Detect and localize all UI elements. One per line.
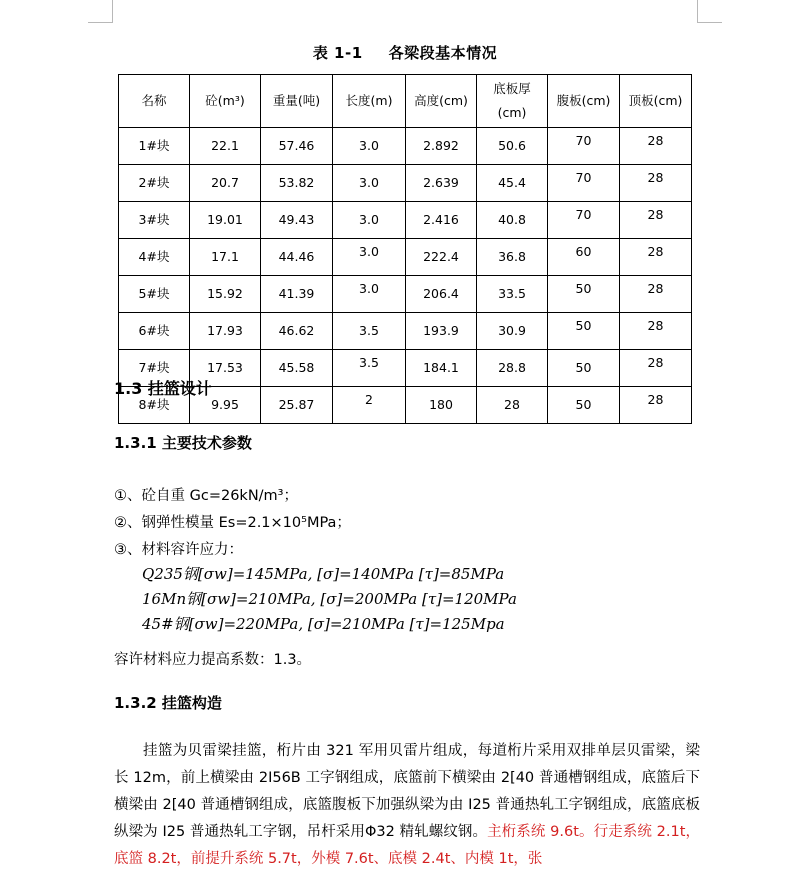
table-row (119, 239, 692, 276)
cell: 3.0 (333, 165, 406, 202)
cell: 3.0 (333, 276, 406, 313)
cell: 206.4 (406, 276, 477, 313)
cell: 4#块 (119, 239, 190, 276)
cell: 50 (548, 350, 620, 387)
paragraph-highlight-text: 主桁系统 9.6t。行走系统 2.1t，底篮 8.2t，前提升系统 5.7t，外模 7.6t、底模 2.4t、内模 1t，张 (114, 824, 700, 867)
cell: 28 (477, 387, 548, 424)
col-header-height: 高度(cm) (406, 75, 477, 128)
col-header-web: 腹板(cm) (548, 75, 620, 128)
cell: 40.8 (477, 202, 548, 239)
cell: 22.1 (190, 128, 261, 165)
cell: 28 (620, 313, 692, 350)
table-row (119, 202, 692, 239)
param-allowable-stress: ③、材料容许应力： (114, 542, 243, 558)
cell: 41.39 (261, 276, 333, 313)
col-header-name: 名称 (119, 75, 190, 128)
corner-mark-left-v (112, 0, 113, 22)
cell: 44.46 (261, 239, 333, 276)
corner-mark-right-v (697, 0, 698, 22)
cell: 2.892 (406, 128, 477, 165)
param-elastic-modulus: ②、钢弹性模量 Es=2.1×10⁵MPa； (114, 515, 351, 531)
cell: 8#块 (119, 387, 190, 424)
cell: 60 (548, 239, 620, 276)
cell: 2 (333, 387, 406, 424)
col-header-top-slab: 顶板(cm) (620, 75, 692, 128)
cell: 28 (620, 128, 692, 165)
col-header-length: 长度(m) (333, 75, 406, 128)
cell: 50.6 (477, 128, 548, 165)
cell: 3.0 (333, 202, 406, 239)
cell: 2.416 (406, 202, 477, 239)
cell: 25.87 (261, 387, 333, 424)
cell: 28.8 (477, 350, 548, 387)
stress-coefficient: 容许材料应力提高系数：1.3。 (114, 652, 312, 668)
table-caption (0, 42, 794, 63)
paragraph-text: 挂篮为贝雷梁挂篮，桁片由 321 军用贝雷片组成，每道桁片采用双排单层贝雷梁，梁长 12m，前上横梁由 2I56B 工字钢组成，底篮前下横梁由 2[40 普通槽钢组成，底篮后下横梁由 2[40 普通槽钢组成，底篮腹板下加强纵梁为由 I25 普通热轧工字钢组成，底篮底板纵梁为 I25 普通热轧工字钢，吊杆采用Φ32 精轧螺纹钢。 (114, 743, 700, 840)
cell: 3.5 (333, 313, 406, 350)
cell: 2.639 (406, 165, 477, 202)
section-heading-1-3: 1.3 挂篮设计 (114, 379, 212, 398)
cell: 17.1 (190, 239, 261, 276)
cell: 45.4 (477, 165, 548, 202)
section-heading-1-3-1: 1.3.1 主要技术参数 (114, 434, 252, 452)
cell: 7#块 (119, 350, 190, 387)
cell: 180 (406, 387, 477, 424)
cell: 28 (620, 202, 692, 239)
col-header-weight: 重量(吨) (261, 75, 333, 128)
cell: 53.82 (261, 165, 333, 202)
cell: 184.1 (406, 350, 477, 387)
cell: 57.46 (261, 128, 333, 165)
cell: 3.0 (333, 239, 406, 276)
cell: 49.43 (261, 202, 333, 239)
cell: 28 (620, 276, 692, 313)
col-header-concrete: 砼(m³) (190, 75, 261, 128)
col-header-bottom-slab: 底板厚 (cm) (477, 75, 548, 128)
cell: 45.58 (261, 350, 333, 387)
cell: 70 (548, 128, 620, 165)
cell: 28 (620, 239, 692, 276)
cell: 28 (620, 350, 692, 387)
structure-paragraph (114, 738, 700, 873)
table-header-row (119, 75, 692, 128)
corner-mark-left-h (88, 22, 113, 23)
cell: 1#块 (119, 128, 190, 165)
cell: 3.5 (333, 350, 406, 387)
table-row (119, 165, 692, 202)
table-row (119, 128, 692, 165)
corner-mark-right-h (697, 22, 722, 23)
cell: 6#块 (119, 313, 190, 350)
cell: 50 (548, 313, 620, 350)
formula-45-steel: 45#钢[σw]=220MPa, [σ]=210MPa [τ]=125Mpa (142, 615, 505, 633)
cell: 5#块 (119, 276, 190, 313)
cell: 28 (620, 387, 692, 424)
cell: 20.7 (190, 165, 261, 202)
cell: 50 (548, 387, 620, 424)
segment-table (118, 74, 692, 424)
cell: 36.8 (477, 239, 548, 276)
cell: 2#块 (119, 165, 190, 202)
cell: 3.0 (333, 128, 406, 165)
section-heading-1-3-2: 1.3.2 挂篮构造 (114, 694, 222, 712)
cell: 70 (548, 202, 620, 239)
table-row (119, 276, 692, 313)
cell: 28 (620, 165, 692, 202)
cell: 50 (548, 276, 620, 313)
cell: 222.4 (406, 239, 477, 276)
cell: 70 (548, 165, 620, 202)
formula-16mn: 16Mn钢[σw]=210MPa, [σ]=200MPa [τ]=120MPa (142, 590, 517, 608)
cell: 19.01 (190, 202, 261, 239)
cell: 33.5 (477, 276, 548, 313)
table-row (119, 313, 692, 350)
cell: 3#块 (119, 202, 190, 239)
cell: 17.93 (190, 313, 261, 350)
cell: 30.9 (477, 313, 548, 350)
cell: 193.9 (406, 313, 477, 350)
table-caption-number: 表 1-1 (312, 44, 363, 62)
formula-q235: Q235钢[σw]=145MPa, [σ]=140MPa [τ]=85MPa (142, 565, 505, 583)
cell: 15.92 (190, 276, 261, 313)
param-concrete-weight: ①、砼自重 Gc=26kN/m³； (114, 488, 298, 504)
cell: 17.53 (190, 350, 261, 387)
cell: 9.95 (190, 387, 261, 424)
cell: 46.62 (261, 313, 333, 350)
table-caption-title: 各梁段基本情况 (388, 44, 498, 62)
